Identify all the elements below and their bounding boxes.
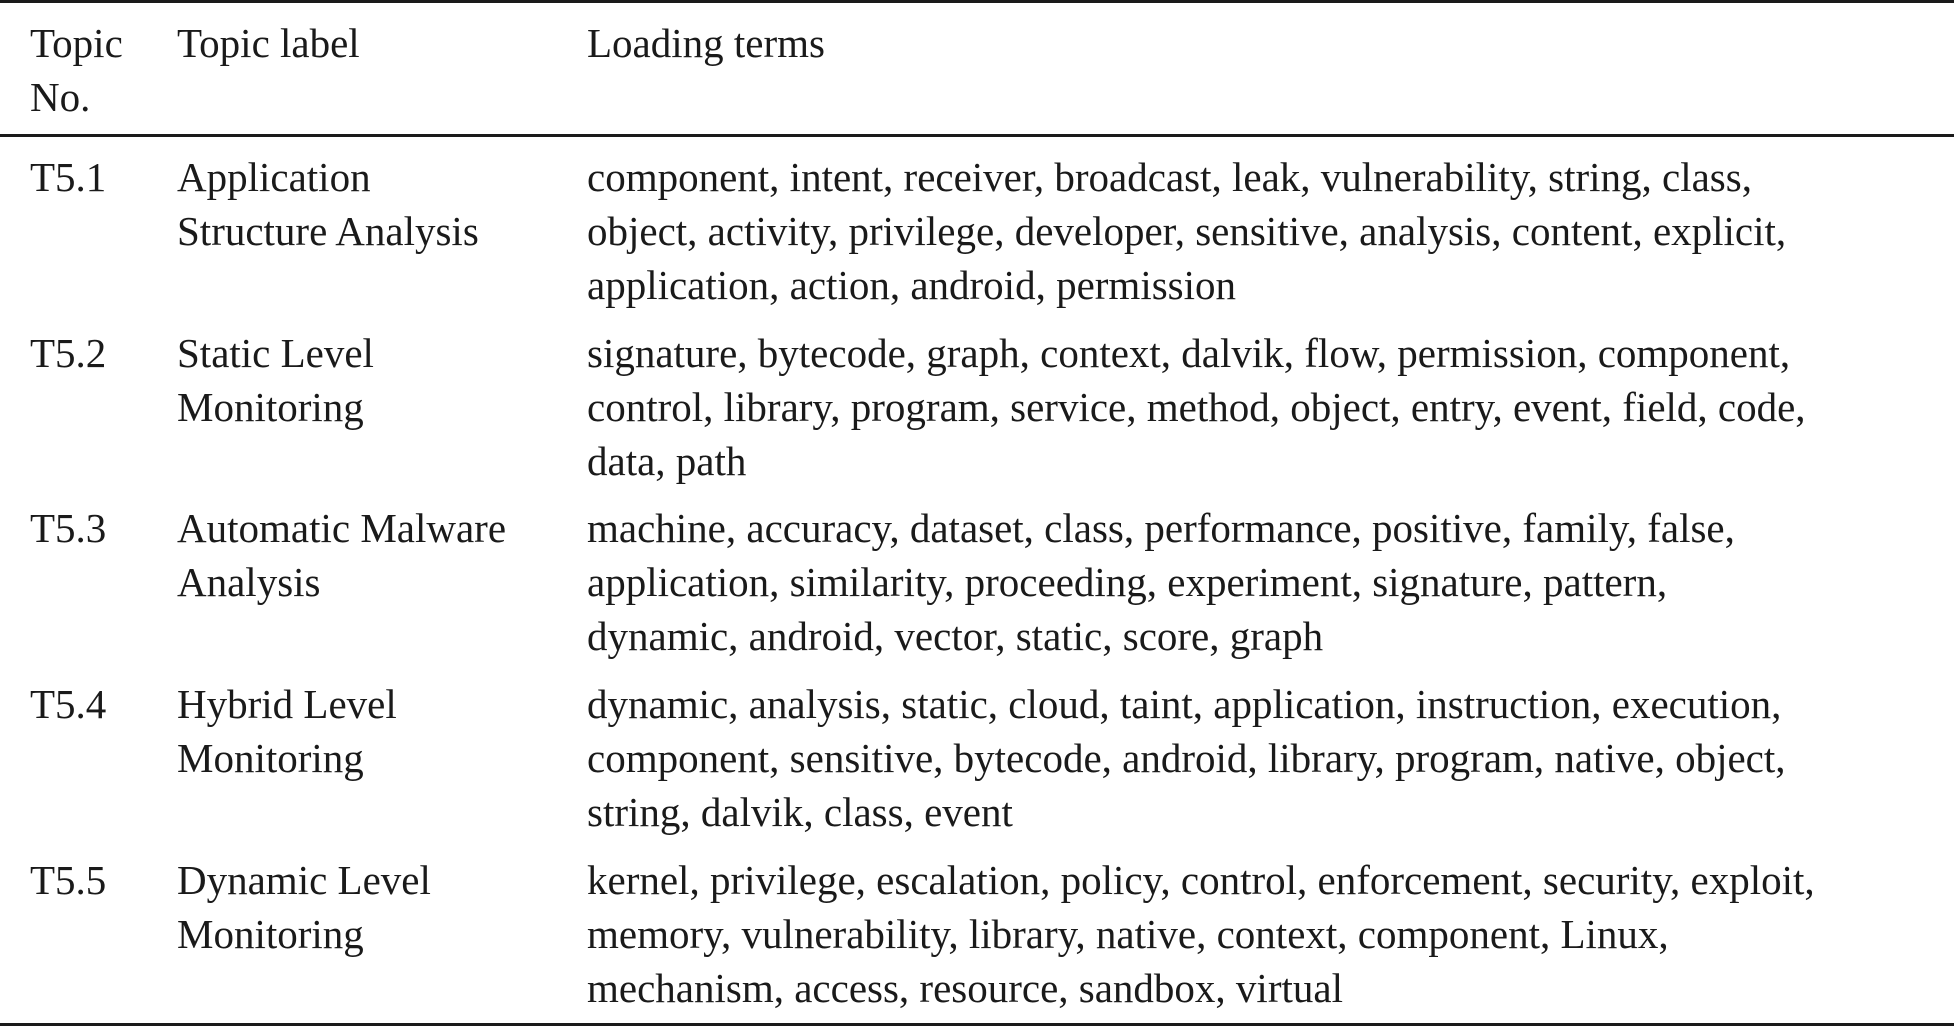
terms-line: application, similarity, proceeding, experiment, signature, pattern, — [587, 559, 1668, 605]
terms-line: component, intent, receiver, broadcast, leak, vulnerability, string, class, — [587, 154, 1752, 200]
topic-label-line: Static Level — [177, 330, 374, 376]
loading-terms — [587, 853, 1815, 1015]
topic-label-line: Hybrid Level — [177, 681, 397, 727]
header-topic-label: Topic label — [177, 20, 360, 66]
terms-line: kernel, privilege, escalation, policy, control, enforcement, security, exploit, — [587, 857, 1815, 903]
terms-line: machine, accuracy, dataset, class, performance, positive, family, false, — [587, 505, 1735, 551]
topic-label — [177, 677, 397, 785]
header-loading-terms: Loading terms — [587, 20, 825, 66]
terms-line: object, activity, privilege, developer, sensitive, analysis, content, explicit, — [587, 208, 1787, 254]
terms-line: mechanism, access, resource, sandbox, virtual — [587, 965, 1343, 1011]
topic-number: T5.4 — [30, 681, 107, 727]
topic-label — [177, 326, 374, 434]
terms-line: memory, vulnerability, library, native, context, component, Linux, — [587, 911, 1669, 957]
topic-label-line: Analysis — [177, 559, 321, 605]
topic-number: T5.2 — [30, 330, 107, 376]
table-top-rule — [0, 0, 1954, 3]
table-header-rule — [0, 134, 1954, 137]
terms-line: application, action, android, permission — [587, 262, 1237, 308]
topic-label — [177, 150, 479, 258]
header-topic-no — [30, 16, 123, 124]
topic-number: T5.1 — [30, 154, 107, 200]
terms-line: data, path — [587, 438, 747, 484]
topic-label-line: Monitoring — [177, 384, 364, 430]
header-topic-no-line: Topic — [30, 20, 123, 66]
loading-terms — [587, 501, 1735, 663]
terms-line: signature, bytecode, graph, context, dalvik, flow, permission, component, — [587, 330, 1791, 376]
topic-label-line: Application — [177, 154, 371, 200]
topic-label-line: Automatic Malware — [177, 505, 507, 551]
topic-label — [177, 501, 506, 609]
table-bottom-rule — [0, 1023, 1954, 1026]
loading-terms — [587, 326, 1806, 488]
topic-label — [177, 853, 431, 961]
terms-line: control, library, program, service, method, object, entry, event, field, code, — [587, 384, 1806, 430]
topic-number: T5.3 — [30, 505, 107, 551]
topic-label-line: Structure Analysis — [177, 208, 479, 254]
terms-line: dynamic, analysis, static, cloud, taint, application, instruction, execution, — [587, 681, 1782, 727]
topic-number: T5.5 — [30, 857, 107, 903]
topic-label-line: Dynamic Level — [177, 857, 431, 903]
loading-terms — [587, 150, 1786, 312]
header-topic-no-line: No. — [30, 74, 91, 120]
terms-line: string, dalvik, class, event — [587, 789, 1013, 835]
terms-line: dynamic, android, vector, static, score, graph — [587, 613, 1324, 659]
loading-terms — [587, 677, 1786, 839]
topic-label-line: Monitoring — [177, 735, 364, 781]
topic-label-line: Monitoring — [177, 911, 364, 957]
terms-line: component, sensitive, bytecode, android, library, program, native, object, — [587, 735, 1786, 781]
